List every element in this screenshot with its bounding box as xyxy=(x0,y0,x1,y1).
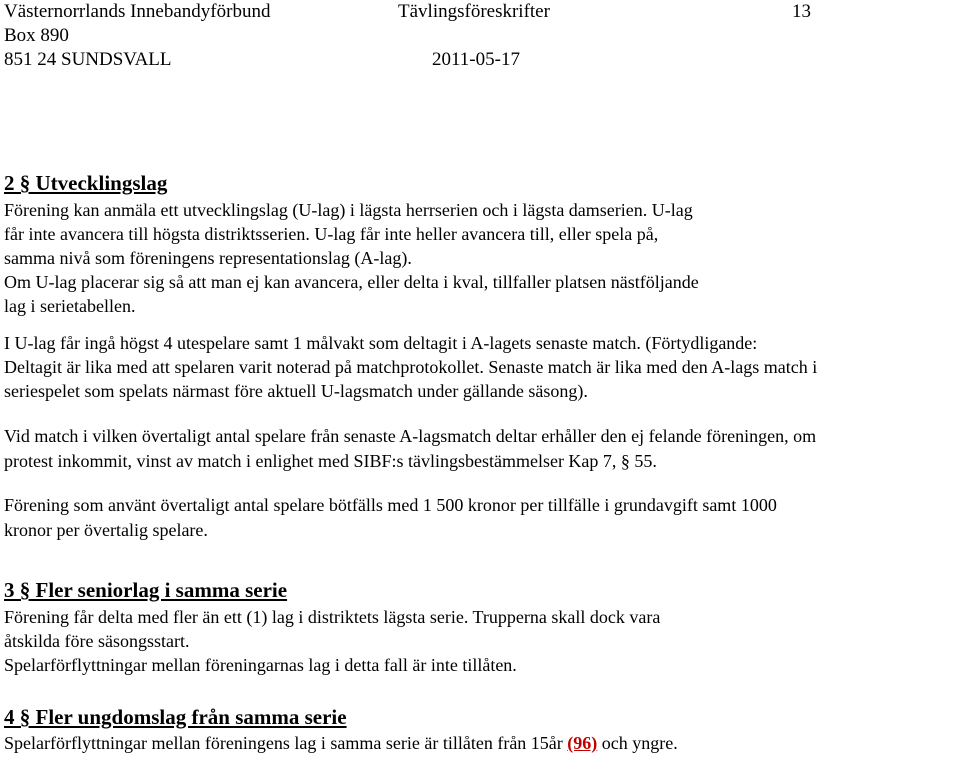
section-2-para-3-line: protest inkommit, vinst av match i enlighet med SIBF:s tävlingsbestämmelser Kap 7, § 55. xyxy=(4,451,657,471)
section-2-para-2-line: I U-lag får ingå högst 4 utespelare samt 1 målvakt som deltagit i A-lagets senaste match. (Förtydligande: xyxy=(4,333,758,353)
section-2-para-3-line: Vid match i vilken övertaligt antal spelare från senaste A-lagsmatch deltar erhåller den ej felande föreningen, om xyxy=(4,426,817,446)
section-2-line: lag i serietabellen. xyxy=(4,296,136,316)
section-2-line: får inte avancera till högsta distriktsserien. U-lag får inte heller avancera till, eller spela på, xyxy=(4,224,659,244)
section-4-line-suffix: och yngre. xyxy=(597,733,678,753)
section-2-line: Om U-lag placerar sig så att man ej kan avancera, eller delta i kval, tillfaller platsen nästföljande xyxy=(4,272,699,292)
section-2-para-2-line: seriespelet som spelats närmast före aktuell U-lagsmatch under gällande säsong). xyxy=(4,381,588,401)
section-3-line: Förening får delta med fler än ett (1) lag i distriktets lägsta serie. Trupperna skall dock vara xyxy=(4,607,661,627)
section-2-line: samma nivå som föreningens representationslag (A-lag). xyxy=(4,248,412,268)
section-2-para-4-line: Förening som använt övertaligt antal spelare bötfälls med 1 500 kronor per tillfälle i grundavgift samt 1000 xyxy=(4,495,777,515)
section-2-para-2-line: Deltagit är lika med att spelaren varit noterad på matchprotokollet. Senaste match är lika med den A-lags match i xyxy=(4,357,818,377)
address-line-1: Box 890 xyxy=(4,25,69,46)
section-3-line: Spelarförflyttningar mellan föreningarnas lag i detta fall är inte tillåten. xyxy=(4,655,517,675)
section-2-line: Förening kan anmäla ett utvecklingslag (U-lag) i lägsta herrserien och i lägsta damserien. U-lag xyxy=(4,200,693,220)
address-line-2: 851 24 SUNDSVALL xyxy=(4,49,172,70)
section-3-line: åtskilda före säsongsstart. xyxy=(4,631,190,651)
section-heading-2: 2 § Utvecklingslag xyxy=(4,171,168,195)
doc-date: 2011-05-17 xyxy=(432,49,520,70)
section-heading-3: 3 § Fler seniorlag i samma serie xyxy=(4,578,288,602)
doc-title: Tävlingsföreskrifter xyxy=(398,1,550,22)
section-4-line xyxy=(4,731,958,755)
page-number: 13 xyxy=(792,1,811,22)
section-heading-4: 4 § Fler ungdomslag från samma serie xyxy=(4,705,347,729)
year-reference-link[interactable]: (96) xyxy=(567,733,598,753)
org-name: Västernorrlands Innebandyförbund xyxy=(4,1,271,22)
section-2-para-4-line: kronor per övertalig spelare. xyxy=(4,520,208,540)
section-4-line-prefix: Spelarförflyttningar mellan föreningens lag i samma serie är tillåten från 15år xyxy=(4,733,568,753)
